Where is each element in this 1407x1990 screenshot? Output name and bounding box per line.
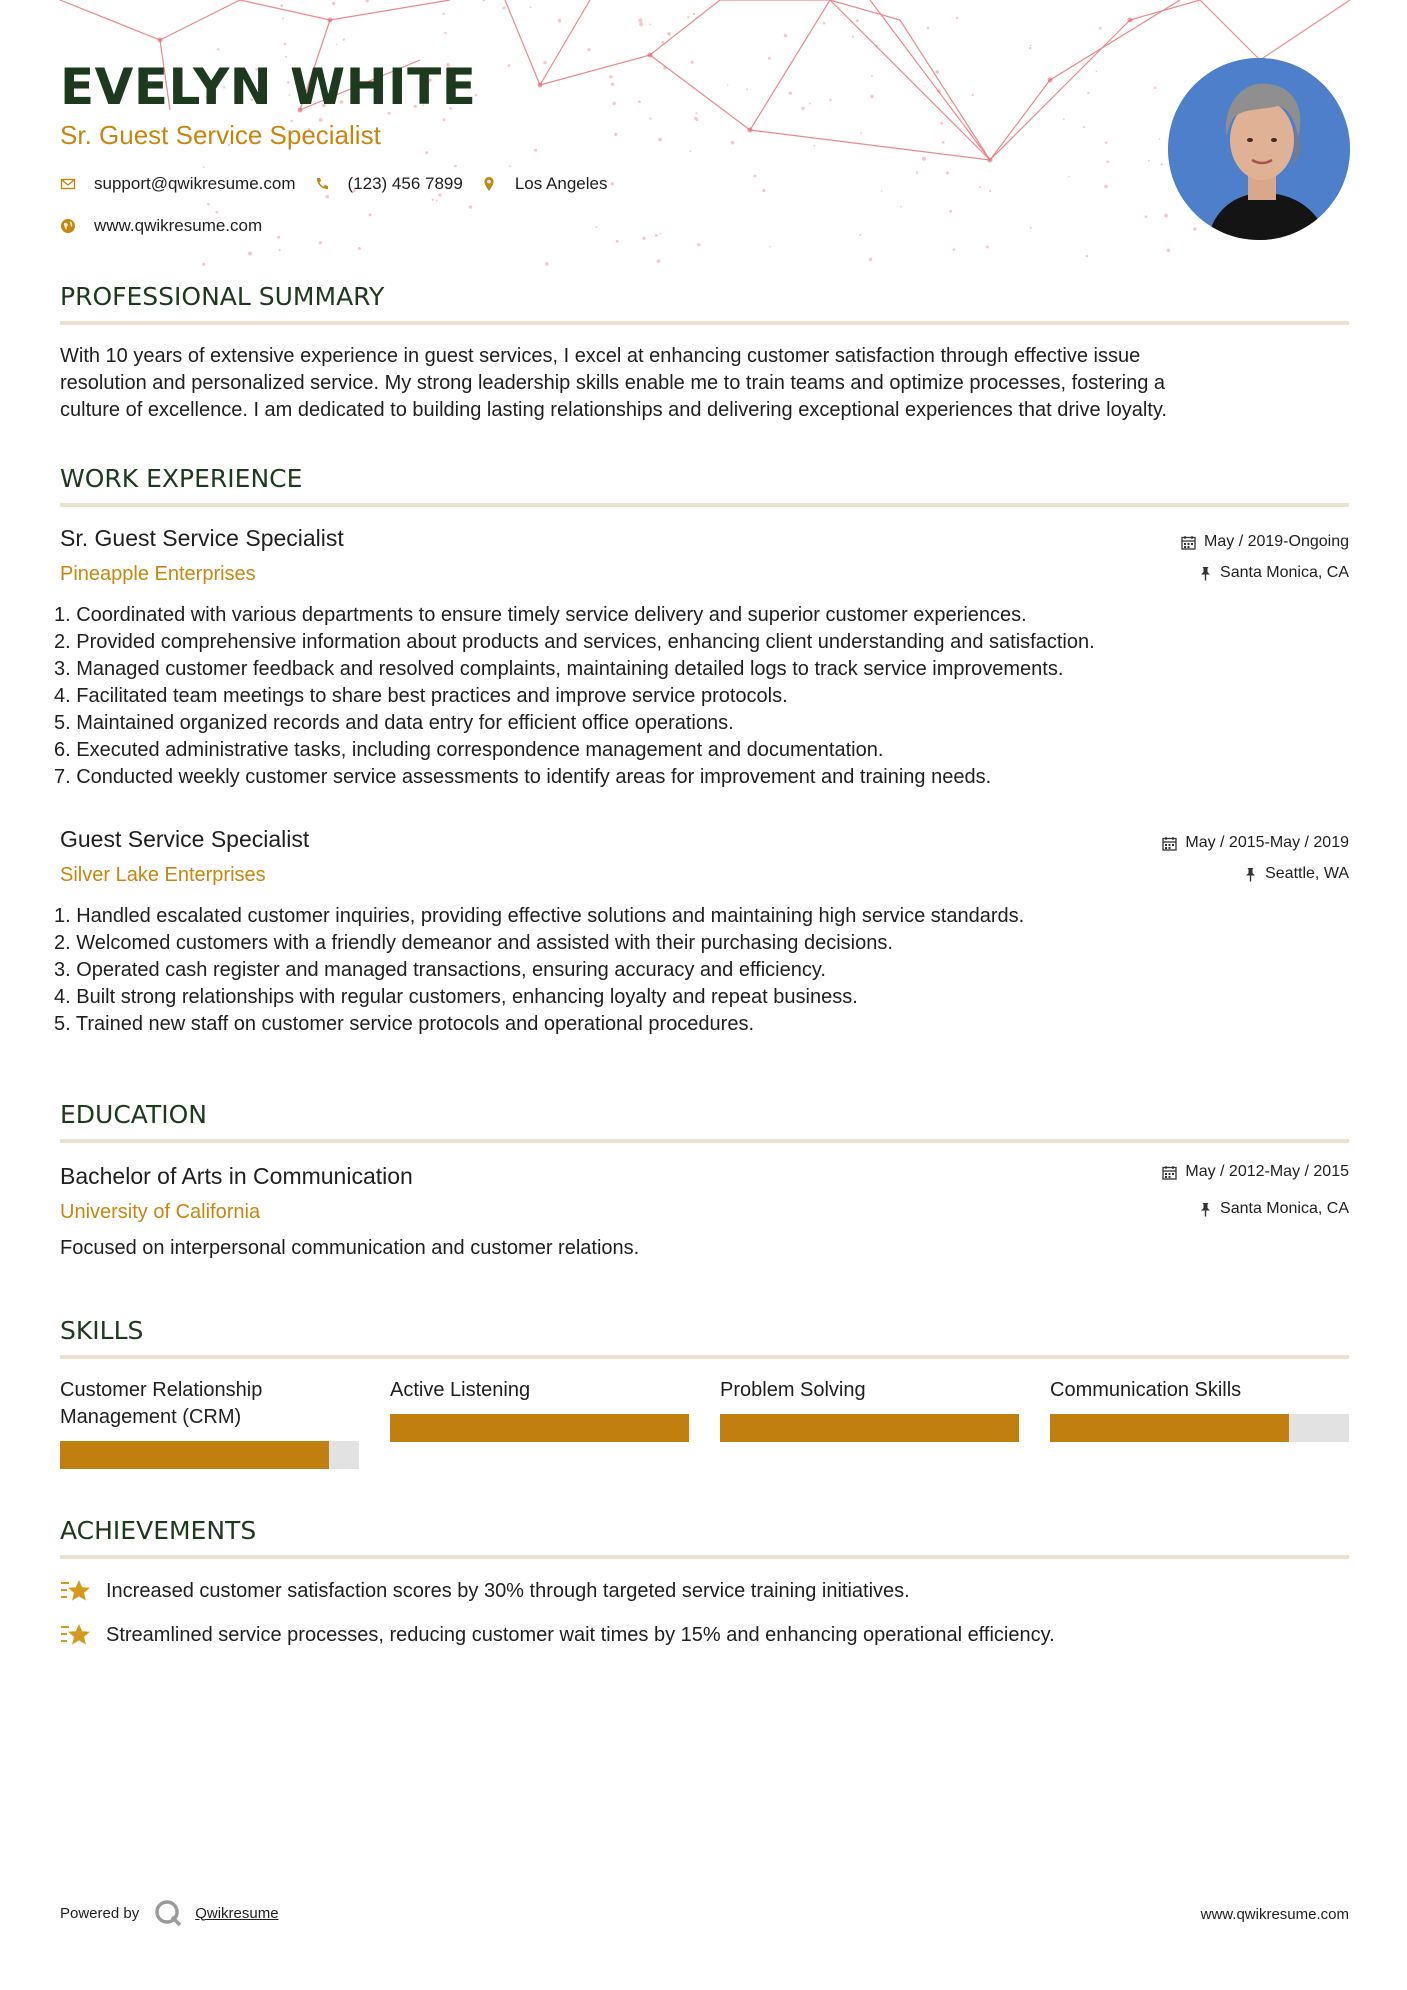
network-dot	[1159, 138, 1161, 140]
network-dot	[1154, 86, 1157, 89]
network-dot	[687, 16, 689, 18]
person-portrait-icon	[1168, 58, 1350, 240]
skill-name-line: Active Listening	[390, 1379, 531, 1401]
network-dot	[1068, 176, 1070, 178]
education-description: Focused on interpersonal communication and customer relations.	[60, 1237, 640, 1259]
calendar-icon	[1162, 1165, 1177, 1180]
network-dot	[942, 141, 945, 144]
contact-website[interactable]	[60, 216, 262, 236]
network-dot	[829, 99, 831, 101]
network-dot	[809, 103, 811, 105]
network-dot	[587, 48, 590, 51]
network-dot	[940, 122, 943, 125]
job-company: Silver Lake Enterprises	[60, 864, 266, 886]
achievements-heading: ACHIEVEMENTS	[60, 1516, 257, 1545]
network-dot	[503, 7, 506, 10]
network-dot	[650, 118, 652, 120]
summary-line: With 10 years of extensive experience in guest services, I excel at enhancing customer satisfaction through effective issue	[60, 345, 1141, 367]
job-bullet: 2. Provided comprehensive information about products and services, enhancing client understanding and satisfaction.	[54, 631, 1095, 653]
network-dot	[661, 41, 664, 44]
job-bullet: 5. Maintained organized records and data entry for efficient office operations.	[54, 712, 734, 734]
network-dot	[856, 19, 859, 22]
network-dot	[1193, 227, 1196, 230]
job-dates-text: May / 2019-Ongoing	[1204, 533, 1349, 550]
skill-name-line: Management (CRM)	[60, 1406, 242, 1428]
network-dot	[609, 75, 612, 78]
network-dot	[916, 172, 918, 174]
job-bullet: 3. Managed customer feedback and resolved complaints, maintaining detailed logs to track service improvements.	[54, 658, 1064, 680]
network-dot	[1105, 141, 1108, 144]
skill-level-track	[720, 1414, 1019, 1442]
network-dot	[876, 45, 878, 47]
network-dot	[369, 213, 372, 216]
education-location	[1199, 1200, 1349, 1218]
network-dot	[436, 200, 438, 202]
network-dot	[691, 61, 694, 64]
skill-level-fill	[390, 1414, 689, 1442]
skills-divider	[60, 1355, 1349, 1359]
calendar-icon	[1162, 836, 1177, 851]
education-location-text: Santa Monica, CA	[1220, 1200, 1349, 1217]
powered-by-label: Powered by	[60, 1904, 140, 1922]
network-dot	[937, 89, 941, 93]
footer-powered-by	[60, 1898, 279, 1928]
network-dot	[870, 95, 873, 98]
network-dot	[332, 2, 335, 5]
network-dot	[1083, 126, 1085, 128]
contact-email[interactable]	[60, 174, 296, 194]
education-dates-text: May / 2012-May / 2015	[1185, 1163, 1349, 1180]
job-bullets	[54, 602, 1349, 791]
degree-title: Bachelor of Arts in Communication	[60, 1163, 413, 1189]
job-bullet: 3. Operated cash register and managed transactions, ensuring accuracy and efficiency.	[54, 959, 826, 981]
skill-level-track	[390, 1414, 689, 1442]
summary-text	[60, 343, 1349, 424]
network-dot	[1099, 27, 1102, 30]
skills-heading: SKILLS	[60, 1316, 144, 1345]
network-dot	[215, 211, 218, 214]
network-dot	[432, 199, 434, 201]
network-dot	[754, 175, 757, 178]
skill-item	[390, 1377, 689, 1404]
education-divider	[60, 1139, 1349, 1143]
network-dot	[759, 131, 761, 133]
network-dot	[1063, 118, 1065, 120]
job-company: Pineapple Enterprises	[60, 563, 256, 585]
network-dot	[695, 112, 697, 114]
skill-item	[1050, 1377, 1349, 1404]
network-dot	[927, 27, 930, 30]
skill-level-fill	[60, 1441, 329, 1469]
network-dot	[871, 75, 873, 77]
network-dot	[638, 100, 641, 103]
network-dot	[279, 249, 281, 251]
network-dot	[693, 13, 695, 15]
network-dot	[508, 64, 511, 67]
network-dot	[282, 18, 284, 20]
summary-line: culture of excellence. I am dedicated to building lasting relationships and delivering exceptional experiences that drive loyalty.	[60, 399, 1167, 421]
contact-row-primary	[60, 174, 625, 194]
candidate-name: EVELYN WHITE	[60, 58, 477, 116]
network-dot	[207, 203, 210, 206]
school-name: University of California	[60, 1201, 261, 1223]
education-dates	[1162, 1163, 1349, 1181]
network-dot	[813, 145, 815, 147]
network-dot	[1104, 185, 1108, 189]
network-dot	[454, 165, 457, 168]
phone-icon	[314, 176, 330, 192]
network-dot	[784, 34, 787, 37]
network-dot	[614, 133, 617, 136]
network-dot	[953, 248, 956, 251]
skill-level-fill	[720, 1414, 1019, 1442]
network-dot	[1030, 45, 1032, 47]
network-dot	[986, 246, 989, 249]
map-pin-icon	[481, 176, 497, 192]
job-location	[1244, 865, 1349, 883]
network-dot	[638, 18, 642, 22]
network-dot	[509, 165, 511, 167]
experience-divider	[60, 503, 1349, 507]
network-dot	[697, 243, 700, 246]
network-dot	[280, 4, 283, 7]
network-dot	[319, 241, 322, 244]
network-dot	[1167, 249, 1171, 253]
job-bullet: 1. Coordinated with various departments to ensure timely service delivery and superior customer experiences.	[54, 604, 1027, 626]
contact-location-text: Los Angeles	[514, 174, 608, 193]
skill-name-line: Customer Relationship	[60, 1379, 263, 1401]
network-dot	[696, 118, 699, 121]
network-dot	[545, 262, 549, 266]
network-dot	[325, 195, 329, 199]
skill-level-fill	[1050, 1414, 1289, 1442]
network-dot	[852, 36, 854, 38]
network-dot	[663, 66, 666, 69]
job-location	[1199, 564, 1349, 582]
job-bullet: 2. Welcomed customers with a friendly demeanor and assisted with their purchasing decisions.	[54, 932, 893, 954]
contact-location	[481, 174, 608, 194]
job-bullet: 4. Built strong relationships with regular customers, enhancing loyalty and repeat business.	[54, 986, 858, 1008]
network-dot	[365, 0, 369, 3]
network-dot	[801, 107, 804, 110]
star-list-icon	[60, 1622, 92, 1648]
job-location-text: Seattle, WA	[1265, 865, 1349, 882]
network-dot	[762, 189, 765, 192]
skill-item	[720, 1377, 1019, 1404]
network-dot	[935, 70, 939, 74]
job-bullets	[54, 903, 1349, 1038]
network-dot	[972, 94, 974, 96]
network-dot	[859, 234, 861, 236]
network-dot	[860, 132, 862, 134]
network-dot	[660, 233, 662, 235]
summary-line: resolution and personalized service. My strong leadership skills enable me to train teams and optimize processes, fostering a	[60, 372, 1165, 394]
profile-photo	[1168, 58, 1350, 240]
skill-item	[60, 1377, 359, 1431]
network-dot	[530, 7, 532, 9]
network-dot	[657, 259, 661, 263]
pushpin-icon	[1199, 566, 1212, 581]
network-dot	[1161, 163, 1163, 165]
skill-name-line: Communication Skills	[1050, 1379, 1242, 1401]
network-dot	[746, 88, 748, 90]
network-dot	[922, 157, 926, 161]
job-bullet: 4. Facilitated team meetings to share best practices and improve service protocols.	[54, 685, 788, 707]
globe-icon	[60, 218, 76, 234]
network-dot	[769, 246, 771, 248]
network-dot	[483, 0, 486, 1]
network-dot	[946, 171, 949, 174]
candidate-title: Sr. Guest Service Specialist	[60, 120, 381, 150]
network-dot	[1148, 160, 1150, 162]
network-dot	[202, 263, 205, 266]
network-dot	[924, 86, 926, 88]
qwikresume-logo-icon	[153, 1898, 183, 1928]
network-dot	[881, 190, 883, 192]
network-dot	[217, 48, 219, 50]
job-location-text: Santa Monica, CA	[1220, 564, 1349, 581]
achievements-divider	[60, 1555, 1349, 1559]
network-dot	[469, 205, 473, 209]
network-dot	[534, 149, 537, 152]
network-dot	[203, 166, 205, 168]
job-bullet: 1. Handled escalated customer inquiries, providing effective solutions and maintaining high service standards.	[54, 905, 1025, 927]
network-dot	[616, 240, 619, 243]
network-dot	[1164, 214, 1168, 218]
achievement-item	[60, 1578, 910, 1604]
network-dot	[1096, 71, 1098, 73]
job-bullet: 7. Conducted weekly customer service assessments to identify areas for improvement and training needs.	[54, 766, 992, 788]
network-dot	[443, 118, 446, 121]
skill-level-track	[1050, 1414, 1349, 1442]
network-dot	[343, 39, 345, 41]
experience-heading: WORK EXPERIENCE	[60, 464, 303, 493]
network-dot	[789, 92, 792, 95]
network-dot	[949, 210, 952, 213]
network-dot	[731, 141, 735, 145]
education-heading: EDUCATION	[60, 1100, 207, 1129]
network-dot	[989, 190, 991, 192]
network-dot	[444, 32, 446, 34]
contact-row-secondary	[60, 216, 280, 236]
job-bullet: 6. Executed administrative tasks, including correspondence management and documentation.	[54, 739, 884, 761]
job-dates	[1181, 533, 1349, 551]
network-dot	[639, 22, 643, 26]
network-dot	[1198, 3, 1200, 5]
network-dot	[613, 102, 616, 105]
network-dot	[650, 24, 652, 26]
network-dot	[277, 236, 280, 239]
achievement-item	[60, 1622, 1055, 1648]
pushpin-icon	[1199, 1202, 1212, 1217]
summary-heading: PROFESSIONAL SUMMARY	[60, 282, 385, 311]
network-dot	[956, 17, 959, 20]
network-dot	[1106, 161, 1109, 164]
network-dot	[596, 226, 598, 228]
job-title: Guest Service Specialist	[60, 826, 310, 852]
network-dot	[1145, 215, 1148, 218]
job-title: Sr. Guest Service Specialist	[60, 525, 344, 551]
network-dot	[611, 83, 615, 87]
network-dot	[284, 43, 287, 46]
job-bullet: 5. Trained new staff on customer service protocols and operational procedures.	[54, 1013, 755, 1035]
skill-level-track	[60, 1441, 359, 1469]
network-dot	[823, 22, 826, 25]
network-dot	[658, 138, 662, 142]
network-dot	[248, 252, 252, 256]
contact-website-text: www.qwikresume.com	[94, 216, 263, 235]
network-dot	[543, 61, 546, 64]
network-dot	[642, 237, 645, 240]
network-dot	[1086, 255, 1089, 258]
qwikresume-link[interactable]: Qwikresume	[195, 1904, 279, 1922]
network-dot	[1030, 227, 1032, 229]
network-dot	[655, 234, 658, 237]
network-dot	[425, 151, 428, 154]
summary-divider	[60, 321, 1349, 325]
network-dot	[1087, 92, 1089, 94]
network-dot	[1029, 47, 1031, 49]
network-dot	[336, 44, 338, 46]
network-dot	[690, 151, 692, 153]
achievement-text: Increased customer satisfaction scores by 30% through targeted service training initiatives.	[106, 1579, 910, 1602]
skill-name-line: Problem Solving	[720, 1379, 866, 1401]
footer-website-link[interactable]: www.qwikresume.com	[1200, 1906, 1349, 1923]
calendar-icon	[1181, 535, 1196, 550]
network-dot	[358, 247, 361, 250]
network-dot	[869, 258, 873, 262]
envelope-icon	[60, 176, 76, 192]
network-dot	[900, 206, 902, 208]
contact-phone-text: (123) 456 7899	[347, 174, 463, 193]
network-dot	[558, 19, 562, 23]
network-dot	[727, 84, 729, 86]
job-dates	[1162, 834, 1349, 852]
network-dot	[443, 13, 445, 15]
network-dot	[667, 32, 671, 36]
network-dot	[979, 186, 981, 188]
job-dates-text: May / 2015-May / 2019	[1185, 834, 1349, 851]
contact-email-text: support@qwikresume.com	[94, 174, 296, 193]
network-dot	[768, 57, 771, 60]
pushpin-icon	[1244, 867, 1257, 882]
achievement-text: Streamlined service processes, reducing customer wait times by 15% and enhancing operational efficiency.	[106, 1623, 1055, 1646]
star-list-icon	[60, 1578, 92, 1604]
contact-phone[interactable]	[314, 174, 463, 194]
